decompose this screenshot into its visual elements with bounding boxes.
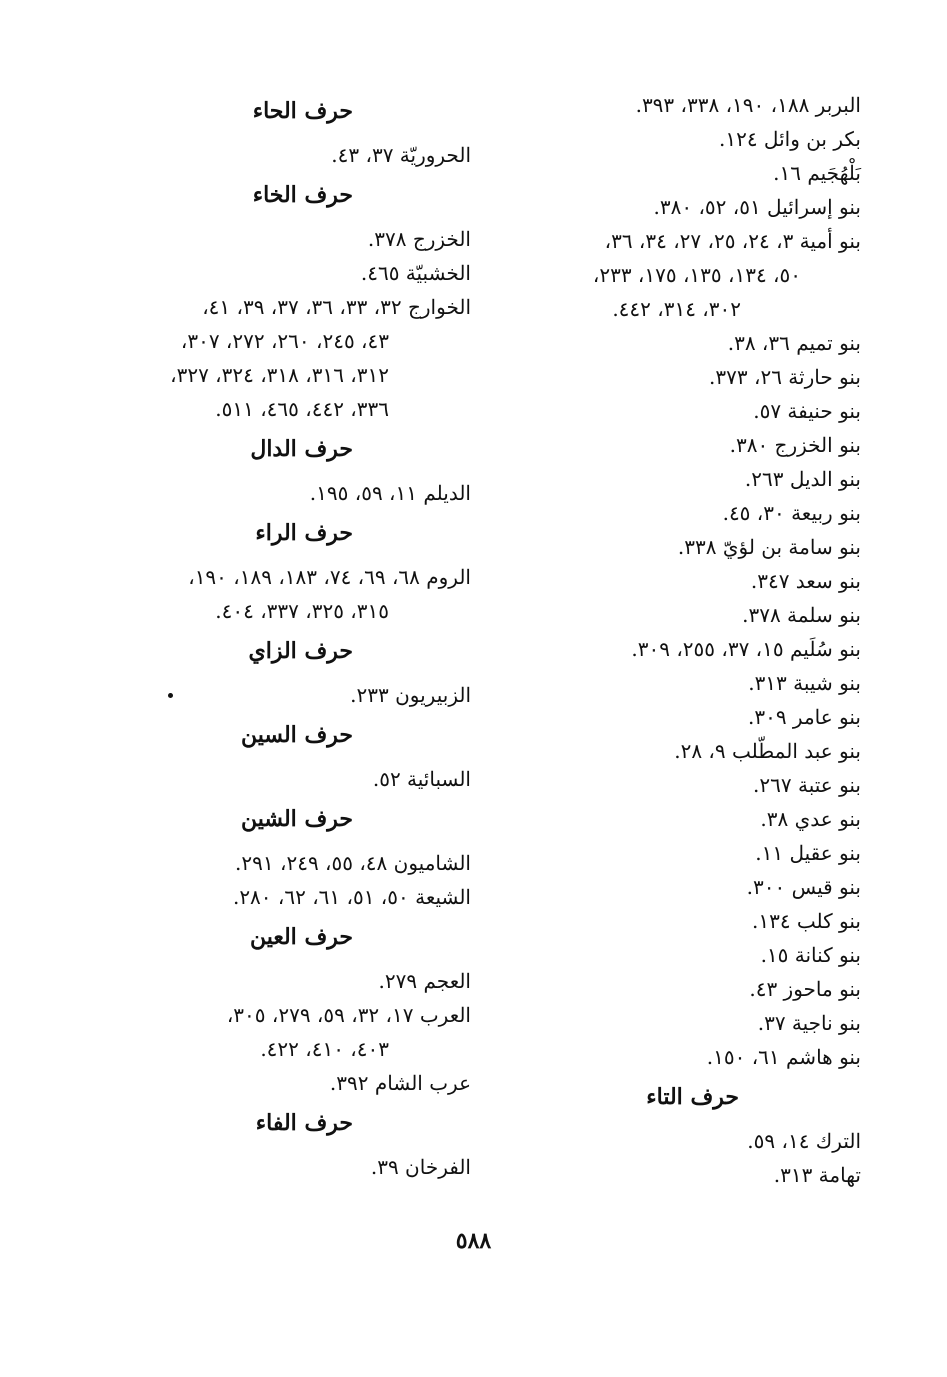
index-entry: بنو الخزرج ٣٨٠. xyxy=(729,433,861,457)
index-entry: بنو عتبة ٢٦٧. xyxy=(753,773,861,797)
index-entry: الشيعة ٥٠، ٥١، ٦١، ٦٢، ٢٨٠. xyxy=(232,885,471,909)
section-heading-ra: حرف الراء xyxy=(255,520,353,546)
index-entry-continuation: ٣٠٢، ٣١٤، ٤٤٢. xyxy=(612,297,741,321)
section-heading-sin: حرف السين xyxy=(240,722,353,748)
index-entry: الروم ٦٨، ٦٩، ٧٤، ١٨٣، ١٨٩، ١٩٠، xyxy=(188,565,471,589)
index-entry: بنو الديل ٢٦٣. xyxy=(744,467,861,491)
index-entry: بنو قيس ٣٠٠. xyxy=(746,875,861,899)
index-entry: بنو سلمة ٣٧٨. xyxy=(742,603,861,627)
stray-dot-mark xyxy=(168,693,173,698)
index-column-right xyxy=(521,88,861,1192)
index-entry: بنو حارثة ٢٦، ٣٧٣. xyxy=(709,365,861,389)
index-column-left xyxy=(125,88,471,1184)
index-entry: بنو عقيل ١١. xyxy=(755,841,861,865)
index-entry: العجم ٢٧٩. xyxy=(378,969,471,993)
index-entry: الشاميون ٤٨، ٥٥، ٢٤٩، ٢٩١. xyxy=(235,851,471,875)
index-entry: بنو كنانة ١٥. xyxy=(760,943,861,967)
index-entry: الفرخان ٣٩. xyxy=(370,1155,471,1179)
page-number: ٥٨٨ xyxy=(455,1228,492,1254)
index-entry: بنو إسرائيل ٥١، ٥٢، ٣٨٠. xyxy=(653,195,861,219)
index-entry: بكر بن وائل ١٢٤. xyxy=(718,127,861,151)
section-heading-zay: حرف الزاي xyxy=(248,638,353,664)
section-heading-ha: حرف الحاء xyxy=(252,98,353,124)
index-entry-continuation: ٣٣٦، ٤٤٢، ٤٦٥، ٥١١. xyxy=(215,397,389,421)
index-entry-continuation: ٣١٢، ٣١٦، ٣١٨، ٣٢٤، ٣٢٧، xyxy=(170,363,389,387)
index-entry: الخشبيّة ٤٦٥. xyxy=(360,261,471,285)
index-entry-continuation: ٤٣، ٢٤٥، ٢٦٠، ٢٧٢، ٣٠٧، xyxy=(180,329,389,353)
index-entry: بنو سامة بن لؤيّ ٣٣٨. xyxy=(677,535,861,559)
index-entry: الزبيريون ٢٣٣. xyxy=(350,683,471,707)
index-entry: بنو عامر ٣٠٩. xyxy=(747,705,861,729)
index-entry: بنو ربيعة ٣٠، ٤٥. xyxy=(722,501,861,525)
section-heading-ayn: حرف العين xyxy=(249,924,353,950)
index-entry: بنو عدي ٣٨. xyxy=(760,807,861,831)
index-entry-continuation: ٥٠، ١٣٤، ١٣٥، ١٧٥، ٢٣٣، xyxy=(592,263,801,287)
index-entry: الديلم ١١، ٥٩، ١٩٥. xyxy=(309,481,471,505)
index-entry: بنو حنيفة ٥٧. xyxy=(753,399,861,423)
section-heading-kha: حرف الخاء xyxy=(252,182,353,208)
index-entry-continuation: ٣١٥، ٣٢٥، ٣٣٧، ٤٠٤. xyxy=(215,599,389,623)
index-entry: بَلْهُجَيم ١٦. xyxy=(773,161,861,185)
index-entry: البربر ١٨٨، ١٩٠، ٣٣٨، ٣٩٣. xyxy=(635,93,861,117)
index-entry: الخزرج ٣٧٨. xyxy=(367,227,471,251)
index-entry: بنو سُلَيم ١٥، ٣٧، ٢٥٥، ٣٠٩. xyxy=(631,637,861,661)
index-entry: بنو ناجية ٣٧. xyxy=(757,1011,861,1035)
index-entry: العرب ١٧، ٣٢، ٥٩، ٢٧٩، ٣٠٥، xyxy=(226,1003,471,1027)
section-heading-dal: حرف الدال xyxy=(250,436,353,462)
index-entry: بنو كلب ١٣٤. xyxy=(751,909,861,933)
index-entry: الحروريّة ٣٧، ٤٣. xyxy=(331,143,471,167)
index-entry: بنو تميم ٣٦، ٣٨. xyxy=(727,331,861,355)
index-entry: بنو ماحوز ٤٣. xyxy=(749,977,861,1001)
index-entry: بنو أمية ٣، ٢٤، ٢٥، ٢٧، ٣٤، ٣٦، xyxy=(604,229,861,253)
index-entry: بنو سعد ٣٤٧. xyxy=(750,569,861,593)
index-entry: الترك ١٤، ٥٩. xyxy=(747,1129,861,1153)
section-heading-ta: حرف التاء xyxy=(646,1084,739,1110)
index-entry: الخوارج ٣٢، ٣٣، ٣٦، ٣٧، ٣٩، ٤١، xyxy=(202,295,471,319)
index-entry: عرب الشام ٣٩٢. xyxy=(329,1071,471,1095)
index-entry: بنو عبد المطّلب ٩، ٢٨. xyxy=(674,739,861,763)
section-heading-fa: حرف الفاء xyxy=(255,1110,353,1136)
index-entry: بنو هاشم ٦١، ١٥٠. xyxy=(706,1045,861,1069)
index-entry-continuation: ٤٠٣، ٤١٠، ٤٢٢. xyxy=(260,1037,389,1061)
index-entry: تهامة ٣١٣. xyxy=(773,1163,861,1187)
index-entry: السبائية ٥٢. xyxy=(372,767,471,791)
index-entry: بنو شيبة ٣١٣. xyxy=(748,671,861,695)
section-heading-shin: حرف الشين xyxy=(240,806,353,832)
